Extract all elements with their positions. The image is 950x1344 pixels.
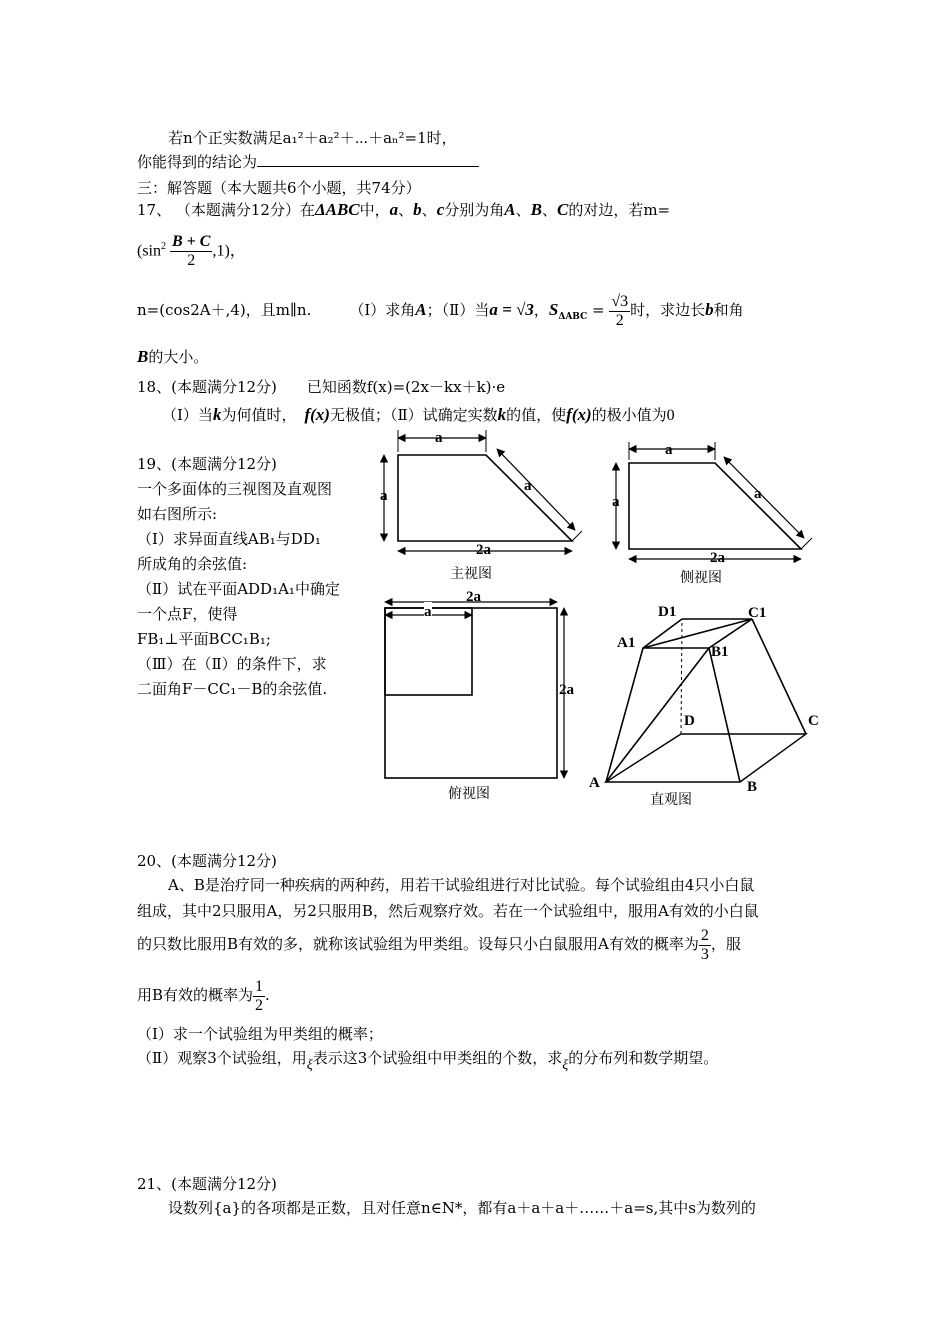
q18-p1: （Ⅰ）当 xyxy=(162,406,213,424)
q17-sep1: 、 xyxy=(398,201,414,219)
m-open: (sin xyxy=(137,242,161,260)
vertex-C: C xyxy=(808,713,819,729)
vertex-B: B xyxy=(747,779,758,795)
q17-var-b: b xyxy=(413,200,422,219)
persp-bottom xyxy=(606,734,806,782)
q21-head: 21、(本题满分12分) xyxy=(137,1175,277,1193)
q20-part2 xyxy=(137,1048,719,1073)
top-inner-a: a xyxy=(424,604,432,620)
q20-p2c: 的分布列和数学期望。 xyxy=(568,1049,719,1067)
q19-line: 二面角F－CC₁－B的余弦值. xyxy=(137,680,328,698)
q17-txt2: 分别为角 xyxy=(444,201,505,219)
q18-k1: k xyxy=(212,405,222,424)
vertex-D: D xyxy=(684,713,695,729)
q17-comma: ， xyxy=(533,301,549,319)
q19-line: （Ⅱ）试在平面ADD₁A₁中确定 xyxy=(137,580,340,598)
section-heading: 三：解答题（本大题共6个小题，共74分） xyxy=(137,179,421,197)
q18-zero: 0 xyxy=(666,407,675,424)
vertex-B1: B1 xyxy=(711,644,729,660)
q19-line: 所成角的余弦值: xyxy=(137,555,248,573)
q17-sep2: 、 xyxy=(421,201,437,219)
q18-p5: 的极小值为 xyxy=(591,406,667,424)
q19-line: （Ⅲ）在（Ⅱ）的条件下，求 xyxy=(137,655,327,673)
area-frac-den: 2 xyxy=(615,311,624,329)
side-bottom-2a: 2a xyxy=(710,550,725,566)
q21-line1: 设数列{a}的各项都是正数，且对任意n∈N*，都有a＋a＋a＋……＋a=s,其中s为数列的 xyxy=(168,1199,756,1217)
q20-line2: 组成，其中2只服用A，另2只服用B，然后观察疗效。若在一个试验组中，服用A有效的小白鼠 xyxy=(137,902,759,920)
q17-area-S: S xyxy=(548,300,559,319)
q17-part1-var: A xyxy=(415,300,427,319)
q20-l3-end: ，服 xyxy=(710,935,741,953)
q19-line: 如右图所示: xyxy=(137,505,218,523)
side-view-shape xyxy=(629,463,801,549)
q20-frac-a-num: 2 xyxy=(700,926,709,944)
q20-p2a: （Ⅱ）观察3个试验组，用 xyxy=(137,1049,307,1067)
q20-l4-end: . xyxy=(265,986,270,1004)
q19-line: （Ⅰ）求异面直线AB₁与DD₁ xyxy=(137,530,321,548)
q17-eq: = xyxy=(587,301,610,319)
q17-eq-a: a = √3 xyxy=(489,300,534,319)
q18-fx1: f(x) xyxy=(304,405,330,424)
q18-p4: 的值，使 xyxy=(506,406,567,424)
q18-p2: 为何值时， xyxy=(221,406,297,424)
q18-fx2: f(x) xyxy=(566,405,592,424)
q20-frac-b-den: 2 xyxy=(255,996,264,1014)
q20-part1: （Ⅰ）求一个试验组为甲类组的概率； xyxy=(137,1025,383,1043)
q20-frac-b xyxy=(253,978,265,1015)
q17-last-var: B xyxy=(137,347,149,366)
top-view-square xyxy=(385,608,557,778)
q19-line: 19、(本题满分12分) xyxy=(137,455,277,473)
front-bottom-2a: 2a xyxy=(476,542,491,558)
front-slant-a: a xyxy=(524,478,532,494)
side-left-a: a xyxy=(612,494,620,510)
persp-view-caption: 直观图 xyxy=(650,792,692,808)
q20-l4-text: 用B有效的概率为 xyxy=(137,986,254,1004)
q19-line: 一个点F，使得 xyxy=(137,605,238,623)
q17-head: 17、 （本题满分12分）在 xyxy=(137,201,315,219)
q20-l3-text: 的只数比服用B有效的多，就称该试验组为甲类组。设每只小白鼠服用A有效的概率为 xyxy=(137,935,699,953)
m-frac-num: B + C xyxy=(172,233,211,251)
q17-sep3: 、 xyxy=(515,201,531,219)
front-view-shape xyxy=(398,455,572,541)
vertex-D1: D1 xyxy=(658,604,677,620)
front-view-caption: 主视图 xyxy=(450,566,492,582)
side-view-caption: 侧视图 xyxy=(680,570,722,586)
q19-line: 一个多面体的三视图及直观图 xyxy=(137,480,333,498)
top-view-caption: 俯视图 xyxy=(448,786,490,802)
line-condition: 若n个正实数满足a₁²＋a₂²＋⋯＋aₙ²=1时， xyxy=(168,129,457,147)
vertex-A1: A1 xyxy=(617,635,636,651)
vertex-A: A xyxy=(589,775,600,791)
q20-head: 20、(本题满分12分) xyxy=(137,852,277,870)
m-square: 2 xyxy=(161,241,166,252)
area-frac-num: √3 xyxy=(611,292,629,310)
q17-part3: 时，求边长 xyxy=(630,301,706,319)
m-frac-den: 2 xyxy=(187,252,196,270)
q20-xi: ξ xyxy=(306,1058,313,1073)
q17-angle-B: B xyxy=(530,200,542,219)
front-left-a: a xyxy=(380,488,388,504)
q19-line: FB₁⊥平面BCC₁B₁; xyxy=(137,630,271,648)
persp-top-front xyxy=(643,619,752,648)
q17-area-sub: ΔABC xyxy=(558,312,588,322)
q17-part4: 和角 xyxy=(713,301,744,319)
q17-triangle: ΔABC xyxy=(314,200,360,219)
q20-line3 xyxy=(137,924,741,964)
front-top-a: a xyxy=(435,430,443,446)
q20-xi-2: ξ xyxy=(562,1058,569,1073)
top-height-2a: 2a xyxy=(559,682,574,698)
q17-var-a: a xyxy=(389,200,399,219)
conclusion-prefix: 你能得到的结论为 xyxy=(137,153,258,171)
q17-n-vector: n=(cos2A＋,4)，且m∥n. xyxy=(137,301,312,319)
q17-part1: （Ⅰ）求角 xyxy=(349,301,416,319)
q18-p3: 无极值；（Ⅱ）试确定实数 xyxy=(329,406,498,424)
q17-sep4: 、 xyxy=(541,201,557,219)
q20-p2b: 表示这3个试验组中甲类组的个数，求 xyxy=(312,1049,563,1067)
q20-line1: A、B是治疗同一种疾病的两种药，用若干试验组进行对比试验。每个试验组由4只小白鼠 xyxy=(168,876,755,894)
q20-line4 xyxy=(137,975,270,1015)
q17-angle-A: A xyxy=(504,200,516,219)
q17-txt3: 的对边，若m= xyxy=(568,201,671,219)
side-top-a: a xyxy=(665,442,673,458)
q18-line1: 18、(本题满分12分) 已知函数f(x)=(2x－kx＋k)·e xyxy=(137,378,506,396)
vertex-C1: C1 xyxy=(748,605,767,621)
q17-angle-C: C xyxy=(556,200,569,219)
q17-part3-var: b xyxy=(705,300,714,319)
q20-frac-a-den: 3 xyxy=(700,945,709,963)
q20-frac-a xyxy=(699,927,711,964)
q17-last-txt: 的大小。 xyxy=(148,348,209,366)
q17-part2: ；（Ⅱ）当 xyxy=(426,301,490,319)
q18-k2: k xyxy=(497,405,507,424)
side-slant-a: a xyxy=(754,486,762,502)
q17-mid: 中， xyxy=(359,201,390,219)
top-width-2a: 2a xyxy=(466,589,481,605)
q20-frac-b-num: 1 xyxy=(255,977,264,995)
q17-var-c: c xyxy=(436,200,445,219)
m-close: ,1)， xyxy=(212,242,246,260)
